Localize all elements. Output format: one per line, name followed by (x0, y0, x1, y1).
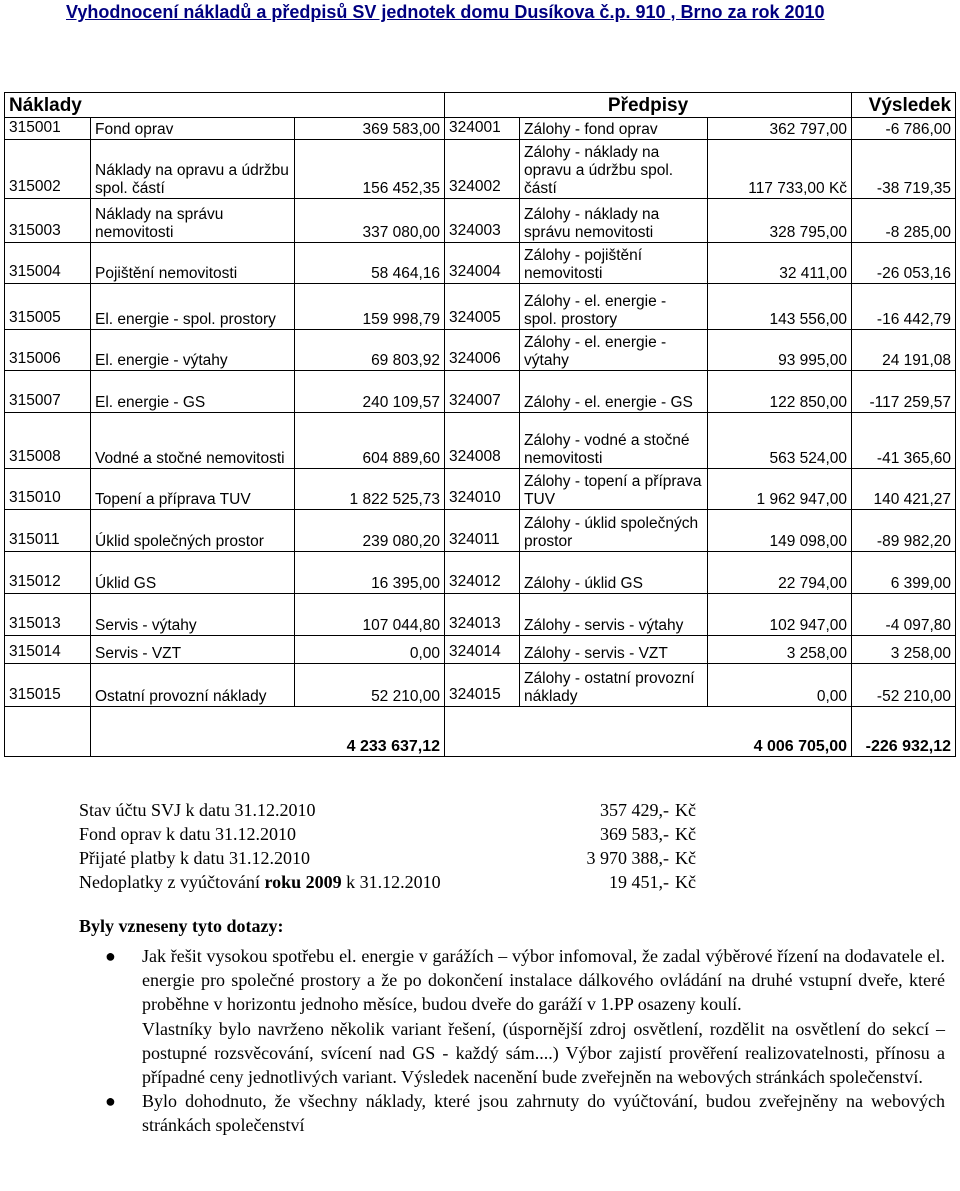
cost-code-cell: 315004 (5, 243, 91, 284)
summary-label: Stav účtu SVJ k datu 31.12.2010 (79, 800, 316, 820)
result-cell: -4 097,80 (852, 594, 956, 636)
cost-code-cell: 315011 (5, 510, 91, 552)
prescription-code-cell: 324004 (445, 243, 520, 284)
prescription-name-cell: Zálohy - fond oprav (520, 118, 708, 140)
cost-amount-cell: 0,00 (295, 636, 445, 664)
cost-amount-cell: 159 998,79 (295, 284, 445, 330)
result-cell: -26 053,16 (852, 243, 956, 284)
prescription-amount-cell: 102 947,00 (708, 594, 852, 636)
prescription-code-cell: 324006 (445, 330, 520, 371)
question-text: Vlastníky bylo navrženo několik variant řešení, (úspornější zdroj osvětlení, rozdělit na osvětlení do sekcí – postupné rozsvěcování, svícení nad GS - každý sám....) Výbor zajistí prověření realizovatelnosti, přínosu a případné ceny jednotlivých variant. Výsledek nacenění bude zveřejněn na webových stránkách společenství. (142, 1018, 945, 1088)
cost-code-cell: 315008 (5, 413, 91, 469)
table-row (5, 243, 956, 284)
cost-name-cell: Fond oprav (91, 118, 295, 140)
prescription-name-cell: Zálohy - pojištění nemovitosti (520, 243, 708, 284)
cost-ledger-table (4, 92, 956, 757)
prescription-name-cell: Zálohy - topení a příprava TUV (520, 469, 708, 510)
cost-code-cell: 315014 (5, 636, 91, 664)
cost-code-cell: 315015 (5, 664, 91, 707)
cost-name-cell: Pojištění nemovitosti (91, 243, 295, 284)
prescription-code-cell: 324008 (445, 413, 520, 469)
cost-code-cell: 315003 (5, 199, 91, 243)
table-row (5, 413, 956, 469)
summary-unit: Kč (675, 800, 696, 820)
result-cell: 140 421,27 (852, 469, 956, 510)
summary-label (79, 870, 549, 894)
result-cell: -6 786,00 (852, 118, 956, 140)
cost-code-cell: 315001 (5, 118, 91, 140)
questions-list (79, 944, 945, 1138)
summary-label: Přijaté platby k datu 31.12.2010 (79, 848, 310, 868)
cost-code-cell: 315002 (5, 140, 91, 199)
cost-amount-cell: 52 210,00 (295, 664, 445, 707)
prescription-code-cell: 324007 (445, 371, 520, 413)
cost-name-cell: Náklady na opravu a údržbu spol. částí (91, 140, 295, 199)
cost-amount-cell: 240 109,57 (295, 371, 445, 413)
cost-name-cell: El. energie - výtahy (91, 330, 295, 371)
cost-amount-cell: 156 452,35 (295, 140, 445, 199)
cost-name-cell: Ostatní provozní náklady (91, 664, 295, 707)
prescription-code-cell: 324010 (445, 469, 520, 510)
total-result-cell: -226 932,12 (852, 707, 956, 757)
prescription-name-cell: Zálohy - ostatní provozní náklady (520, 664, 708, 707)
prescription-amount-cell: 93 995,00 (708, 330, 852, 371)
cost-amount-cell: 107 044,80 (295, 594, 445, 636)
table-row (5, 118, 956, 140)
table-row (5, 284, 956, 330)
prescription-code-cell: 324013 (445, 594, 520, 636)
cost-code-cell: 315007 (5, 371, 91, 413)
summary-row-arrears (79, 870, 719, 894)
prescription-amount-cell: 1 962 947,00 (708, 469, 852, 510)
bullet-icon: ● (105, 1091, 116, 1112)
questions-heading: Byly vzneseny tyto dotazy: (79, 916, 284, 936)
prescription-code-cell: 324012 (445, 552, 520, 594)
cost-name-cell: Náklady na správu nemovitosti (91, 199, 295, 243)
summary-unit: Kč (675, 872, 696, 892)
summary-label-bold: roku 2009 (264, 872, 342, 892)
prescription-name-cell: Zálohy - náklady na správu nemovitosti (520, 199, 708, 243)
summary-label-pre: Nedoplatky z vyúčtování (79, 872, 265, 892)
header-result: Výsledek (852, 93, 956, 118)
question-text: Bylo dohodnuto, že všechny náklady, které jsou zahrnuty do vyúčtování, budou zveřejněny na webových stránkách společenství (142, 1091, 945, 1136)
prescription-code-cell: 324001 (445, 118, 520, 140)
prescription-amount-cell: 143 556,00 (708, 284, 852, 330)
summary-unit: Kč (675, 848, 696, 868)
prescription-name-cell: Zálohy - náklady na opravu a údržbu spol. částí (520, 140, 708, 199)
prescription-amount-cell: 32 411,00 (708, 243, 852, 284)
cost-amount-cell: 58 464,16 (295, 243, 445, 284)
cost-amount-cell: 69 803,92 (295, 330, 445, 371)
summary-row-received-payments (79, 846, 719, 870)
summary-row-account-balance (79, 798, 719, 822)
prescription-code-cell: 324011 (445, 510, 520, 552)
prescription-code-cell: 324002 (445, 140, 520, 199)
prescription-amount-cell: 0,00 (708, 664, 852, 707)
table-row (5, 552, 956, 594)
summary-unit: Kč (675, 824, 696, 844)
result-cell: -117 259,57 (852, 371, 956, 413)
prescription-name-cell: Zálohy - servis - VZT (520, 636, 708, 664)
totals-row (5, 707, 956, 757)
table-row (5, 469, 956, 510)
cost-code-cell: 315005 (5, 284, 91, 330)
total-costs-cell: 4 233 637,12 (91, 707, 445, 757)
empty-cell (5, 707, 91, 757)
prescription-name-cell: Zálohy - úklid GS (520, 552, 708, 594)
summary-value: 3 970 388,- (586, 848, 669, 868)
result-cell: -8 285,00 (852, 199, 956, 243)
cost-name-cell: Úklid GS (91, 552, 295, 594)
table-row (5, 371, 956, 413)
summary-row-repair-fund (79, 822, 719, 846)
prescription-name-cell: Zálohy - vodné a stočné nemovitosti (520, 413, 708, 469)
prescription-amount-cell: 563 524,00 (708, 413, 852, 469)
prescription-code-cell: 324003 (445, 199, 520, 243)
prescription-code-cell: 324015 (445, 664, 520, 707)
result-cell: -16 442,79 (852, 284, 956, 330)
prescription-name-cell: Zálohy - el. energie - spol. prostory (520, 284, 708, 330)
result-cell: -89 982,20 (852, 510, 956, 552)
prescription-amount-cell: 328 795,00 (708, 199, 852, 243)
cost-amount-cell: 337 080,00 (295, 199, 445, 243)
cost-code-cell: 315010 (5, 469, 91, 510)
prescription-code-cell: 324014 (445, 636, 520, 664)
prescription-amount-cell: 149 098,00 (708, 510, 852, 552)
prescription-name-cell: Zálohy - el. energie - GS (520, 371, 708, 413)
result-cell: 3 258,00 (852, 636, 956, 664)
cost-amount-cell: 16 395,00 (295, 552, 445, 594)
cost-amount-cell: 369 583,00 (295, 118, 445, 140)
cost-code-cell: 315012 (5, 552, 91, 594)
prescription-amount-cell: 362 797,00 (708, 118, 852, 140)
cost-name-cell: Servis - výtahy (91, 594, 295, 636)
cost-amount-cell: 239 080,20 (295, 510, 445, 552)
result-cell: 6 399,00 (852, 552, 956, 594)
prescription-name-cell: Zálohy - servis - výtahy (520, 594, 708, 636)
cost-name-cell: El. energie - GS (91, 371, 295, 413)
header-prescriptions: Předpisy (445, 93, 852, 118)
table-row (5, 510, 956, 552)
prescription-name-cell: Zálohy - el. energie - výtahy (520, 330, 708, 371)
cost-amount-cell: 1 822 525,73 (295, 469, 445, 510)
table-row (5, 636, 956, 664)
result-cell: 24 191,08 (852, 330, 956, 371)
prescription-name-cell: Zálohy - úklid společných prostor (520, 510, 708, 552)
prescription-amount-cell: 117 733,00 Kč (708, 140, 852, 199)
total-prescriptions-cell: 4 006 705,00 (445, 707, 852, 757)
summary-value: 357 429,- (600, 800, 669, 820)
cost-name-cell: El. energie - spol. prostory (91, 284, 295, 330)
cost-name-cell: Topení a příprava TUV (91, 469, 295, 510)
summary-value: 369 583,- (600, 824, 669, 844)
table-row (5, 199, 956, 243)
prescription-amount-cell: 3 258,00 (708, 636, 852, 664)
prescription-amount-cell: 22 794,00 (708, 552, 852, 594)
page-title: Vyhodnocení nákladů a předpisů SV jednotek domu Dusíkova č.p. 910 , Brno za rok 2010 (66, 2, 825, 22)
result-cell: -41 365,60 (852, 413, 956, 469)
list-item (105, 1089, 945, 1137)
summary-label: Fond oprav k datu 31.12.2010 (79, 824, 296, 844)
question-text: Jak řešit vysokou spotřebu el. energie v garážích – výbor infomoval, že zadal výběrové řízení na dodavatele el. energie pro společné prostory a že po dokončení instalace dálkového ovládání na druhé vstupní dveře, které proběhne v horizontu jednoho měsíce, budou dveře do garáží v 1.PP osazeny koulí. (142, 946, 945, 1015)
table-row (5, 664, 956, 707)
table-header-row (5, 93, 956, 118)
cost-code-cell: 315013 (5, 594, 91, 636)
cost-name-cell: Vodné a stočné nemovitosti (91, 413, 295, 469)
table-row (5, 330, 956, 371)
cost-name-cell: Servis - VZT (91, 636, 295, 664)
result-cell: -52 210,00 (852, 664, 956, 707)
table-row (5, 594, 956, 636)
bullet-icon: ● (105, 946, 116, 966)
cost-amount-cell: 604 889,60 (295, 413, 445, 469)
result-cell: -38 719,35 (852, 140, 956, 199)
header-costs: Náklady (5, 93, 445, 118)
summary-value: 19 451,- (609, 872, 669, 892)
cost-name-cell: Úklid společných prostor (91, 510, 295, 552)
list-item (105, 944, 945, 1089)
prescription-amount-cell: 122 850,00 (708, 371, 852, 413)
cost-code-cell: 315006 (5, 330, 91, 371)
account-summary (79, 798, 719, 894)
table-row (5, 140, 956, 199)
summary-label-post: k 31.12.2010 (341, 872, 441, 892)
prescription-code-cell: 324005 (445, 284, 520, 330)
